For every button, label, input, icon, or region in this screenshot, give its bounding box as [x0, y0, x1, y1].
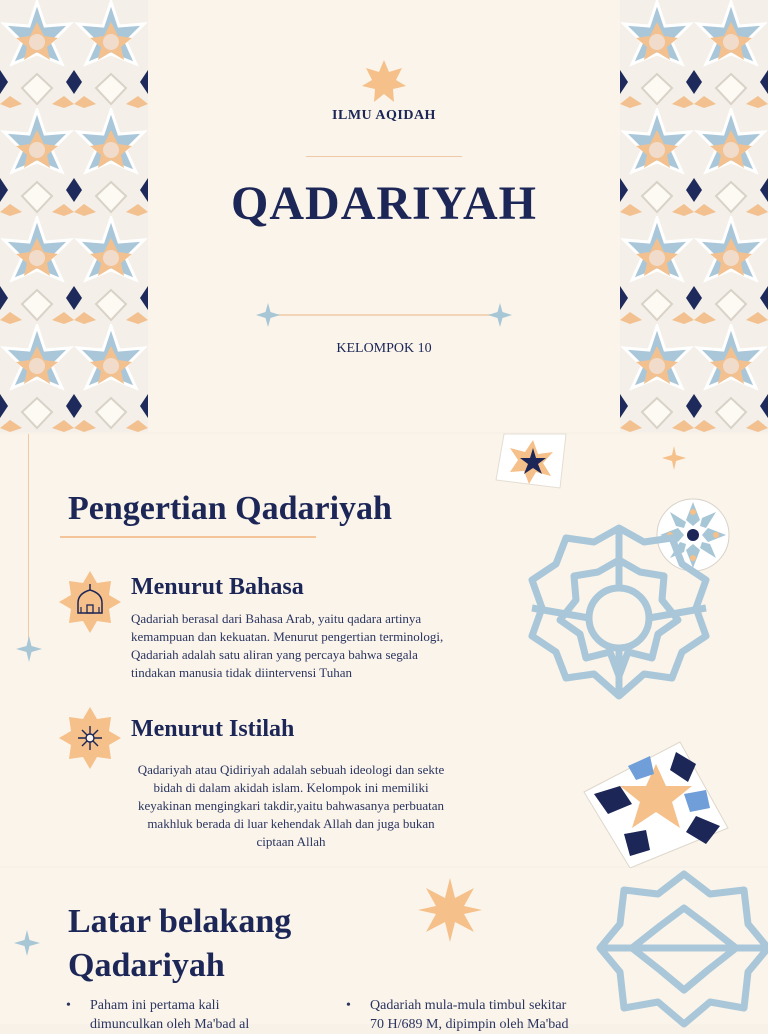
cover-slide: [0, 0, 768, 432]
background-title-line2: Qadariyah: [68, 947, 225, 984]
small-star-icon: [16, 636, 42, 662]
bullet-line: Paham ini pertama kali: [90, 998, 220, 1013]
small-star-icon: [14, 930, 40, 956]
eight-point-star-icon: [362, 60, 406, 104]
background-title-line1: Latar belakang: [68, 903, 292, 940]
background-slide: [0, 868, 768, 1032]
sparkle-icon: [59, 707, 121, 769]
bullet-line: dimunculkan oleh Ma'bad al: [90, 1017, 250, 1032]
small-star-icon: [256, 303, 280, 327]
cover-kicker: ILMU AQIDAH: [332, 108, 436, 123]
background-title: [68, 900, 368, 988]
title-underline: [60, 536, 316, 538]
cover-divider: [306, 156, 462, 157]
lattice-ornament-icon: [522, 520, 716, 722]
bullet-dot: •: [346, 998, 351, 1013]
definition-slide: [0, 434, 768, 866]
small-star-icon: [488, 303, 512, 327]
eight-point-star-icon: [418, 878, 482, 942]
bullet-item: [66, 996, 300, 1034]
term-text: Qadariyah atau Qidiriyah adalah sebuah ideologi dan sekte bidah di dalam akidah islam. Kelompok ini memiliki keyakinan mengingkari takdir,yaitu bahwasanya perbuatan makhluk berada di luar kehendak Allah dan juga bukan ciptaan Allah: [137, 762, 445, 849]
vertical-accent-line: [28, 434, 29, 644]
small-star-icon: [662, 446, 686, 470]
language-heading: Menurut Bahasa: [131, 574, 304, 600]
bullet-dot: •: [66, 998, 71, 1013]
bullet-item: [346, 996, 600, 1034]
bullet-line: 70 H/689 M, dipimpin oleh Ma'bad: [370, 1017, 569, 1032]
geometric-tile-icon: [496, 434, 570, 490]
definition-title: Pengertian Qadariyah: [68, 490, 392, 527]
language-text: Qadariah berasal dari Bahasa Arab, yaitu qadara artinya kemampuan dan kekuatan. Menurut pengertian terminologi, Qadariah adalah satu aliran yang percaya bahwa segala tindakan manusia tidak diintervensi Tuhan: [131, 611, 444, 680]
star-divider: [256, 302, 512, 328]
term-heading: Menurut Istilah: [131, 716, 295, 742]
cover-title: QADARIYAH: [231, 177, 537, 230]
bullet-line: Qadariah mula-mula timbul sekitar: [370, 998, 567, 1013]
mosque-icon: [59, 571, 121, 633]
cover-group: KELOMPOK 10: [336, 341, 432, 356]
geometric-tile-icon: [584, 742, 728, 868]
lattice-ornament-icon: [584, 868, 768, 1024]
